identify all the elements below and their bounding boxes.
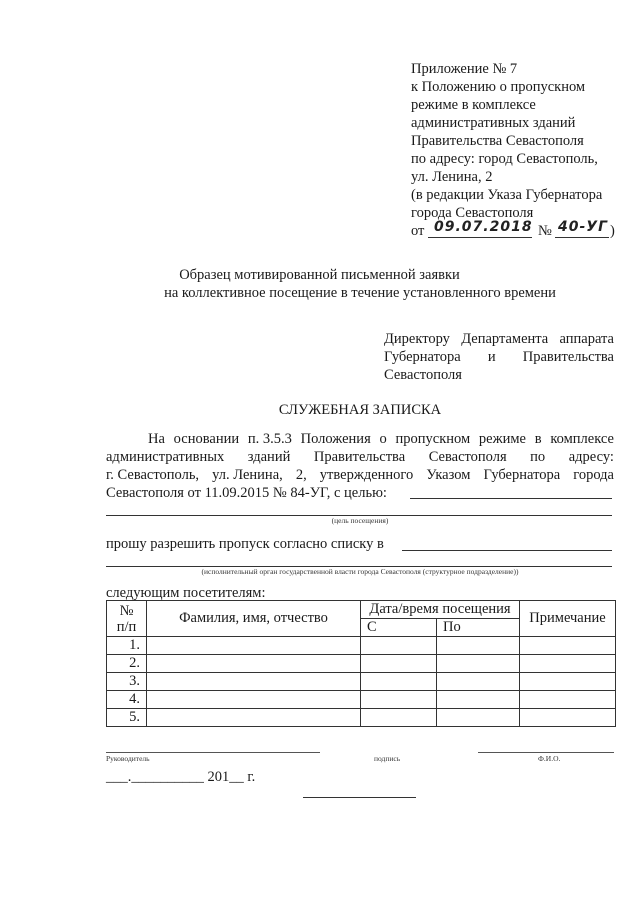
body-word: На — [148, 431, 165, 447]
addressee-word: Директору — [384, 331, 450, 347]
body-word: Губернатора — [483, 467, 561, 483]
addressee-line3: Севастополя — [384, 367, 462, 383]
fio-signature-line[interactable] — [478, 752, 614, 753]
row-number: 3. — [107, 673, 147, 691]
sample-title-line1: Образец мотивированной письменной заявки — [179, 267, 460, 283]
appendix-line: Правительства Севастополя — [411, 133, 584, 149]
body-line1 — [148, 430, 614, 448]
from-cell[interactable] — [361, 709, 437, 727]
header-from: С — [361, 619, 437, 637]
number-underline — [555, 237, 609, 238]
to-cell[interactable] — [437, 673, 520, 691]
body-word: административных — [106, 449, 225, 465]
date-underline — [428, 237, 532, 238]
addressee-line1 — [384, 330, 614, 348]
from-cell[interactable] — [361, 637, 437, 655]
body-word: Указом — [426, 467, 471, 483]
appendix-line: города Севастополя — [411, 205, 534, 221]
appendix-line: режиме в комплексе — [411, 97, 536, 113]
appendix-line: Приложение № 7 — [411, 61, 518, 77]
purpose-caption: (цель посещения) — [331, 516, 389, 525]
appendix-line: (в редакции Указа Губернатора — [411, 187, 603, 203]
organ-field-line[interactable] — [402, 550, 612, 551]
name-cell[interactable] — [147, 691, 361, 709]
header-note: Примечание — [520, 601, 616, 637]
body-line2 — [106, 448, 614, 466]
row-number: 1. — [107, 637, 147, 655]
number-label: № — [538, 223, 552, 239]
purpose-field-line[interactable] — [410, 498, 612, 499]
handwritten-date: 09.07.2018 — [434, 219, 533, 235]
body-word: Правительства — [313, 449, 406, 465]
body-word: зданий — [247, 449, 291, 465]
body-word: о — [379, 431, 387, 447]
to-cell[interactable] — [437, 691, 520, 709]
appendix-line: к Положению о пропускном — [411, 79, 586, 95]
header-number — [107, 601, 147, 637]
visitors-line: следующим посетителям: — [106, 585, 266, 601]
table-row — [107, 673, 616, 691]
from-cell[interactable] — [361, 655, 437, 673]
header-datetime: Дата/время посещения — [361, 601, 520, 619]
organ-caption: (исполнительный орган государственной власти города Севастополя (структурное подразделение)) — [201, 567, 519, 576]
note-cell[interactable] — [520, 691, 616, 709]
body-word: Положения — [300, 431, 371, 447]
table-row — [107, 709, 616, 727]
name-cell[interactable] — [147, 637, 361, 655]
table-row — [107, 637, 616, 655]
body-word: 2, — [295, 467, 307, 483]
header-to: По — [437, 619, 520, 637]
head-signature-line[interactable] — [106, 752, 320, 753]
body-word: по — [530, 449, 546, 465]
table-header-row — [107, 601, 616, 619]
body-word: п. 3.5.3 — [247, 431, 292, 447]
body-word: комплексе — [550, 431, 614, 447]
date-fill-line[interactable]: ___.__________ 201__ г. — [106, 769, 256, 785]
visitors-table — [106, 600, 616, 727]
from-cell[interactable] — [361, 691, 437, 709]
row-number: 5. — [107, 709, 147, 727]
name-cell[interactable] — [147, 709, 361, 727]
header-number-symbol: № — [119, 602, 134, 619]
sample-title-line2: на коллективное посещение в течение установленного времени — [164, 285, 556, 301]
from-cell[interactable] — [361, 673, 437, 691]
appendix-line: по адресу: город Севастополь, — [411, 151, 598, 167]
name-cell[interactable] — [147, 655, 361, 673]
body-line4: Севастополя от 11.09.2015 № 84-УГ, с целью: — [106, 485, 387, 501]
addressee-word: и — [487, 349, 496, 365]
body-word: пропускном — [395, 431, 471, 447]
row-number: 2. — [107, 655, 147, 673]
row-number: 4. — [107, 691, 147, 709]
name-cell[interactable] — [147, 673, 361, 691]
note-cell[interactable] — [520, 637, 616, 655]
body-word: утвержденного — [319, 467, 414, 483]
body-line3 — [106, 466, 614, 484]
body-word: города — [573, 467, 614, 483]
body-word: г. Севастополь, — [106, 467, 200, 483]
addressee-word: Департамента — [461, 331, 549, 347]
head-caption: Руководитель — [106, 754, 150, 763]
table-row — [107, 655, 616, 673]
body-word: в — [534, 431, 542, 447]
body-word: ул. Ленина, — [212, 467, 283, 483]
note-cell[interactable] — [520, 655, 616, 673]
sign-caption: подпись — [374, 754, 401, 763]
note-cell[interactable] — [520, 709, 616, 727]
to-cell[interactable] — [437, 655, 520, 673]
addressee-word: Правительства — [522, 349, 614, 365]
addressee-word: Губернатора — [384, 349, 461, 365]
to-cell[interactable] — [437, 709, 520, 727]
body-word: адресу: — [568, 449, 614, 465]
memo-title: СЛУЖЕБНАЯ ЗАПИСКА — [278, 402, 442, 418]
header-number-pp: п/п — [116, 618, 137, 635]
addressee-line2 — [384, 348, 614, 366]
appendix-line: административных зданий — [411, 115, 576, 131]
appendix-line: ул. Ленина, 2 — [411, 169, 493, 185]
appendix-from-label: от — [411, 223, 425, 239]
fio-caption: Ф.И.О. — [538, 754, 561, 763]
header-name: Фамилия, имя, отчество — [147, 601, 361, 637]
bottom-rule — [303, 797, 416, 798]
body-word: основании — [173, 431, 240, 447]
table-row — [107, 691, 616, 709]
body-word: Севастополя — [428, 449, 507, 465]
note-cell[interactable] — [520, 673, 616, 691]
request-line: прошу разрешить пропуск согласно списку в — [106, 536, 384, 552]
body-word: режиме — [478, 431, 526, 447]
appendix-close-paren: ) — [610, 223, 615, 239]
to-cell[interactable] — [437, 637, 520, 655]
addressee-word: аппарата — [559, 331, 614, 347]
handwritten-number: 40-УГ — [558, 219, 609, 235]
